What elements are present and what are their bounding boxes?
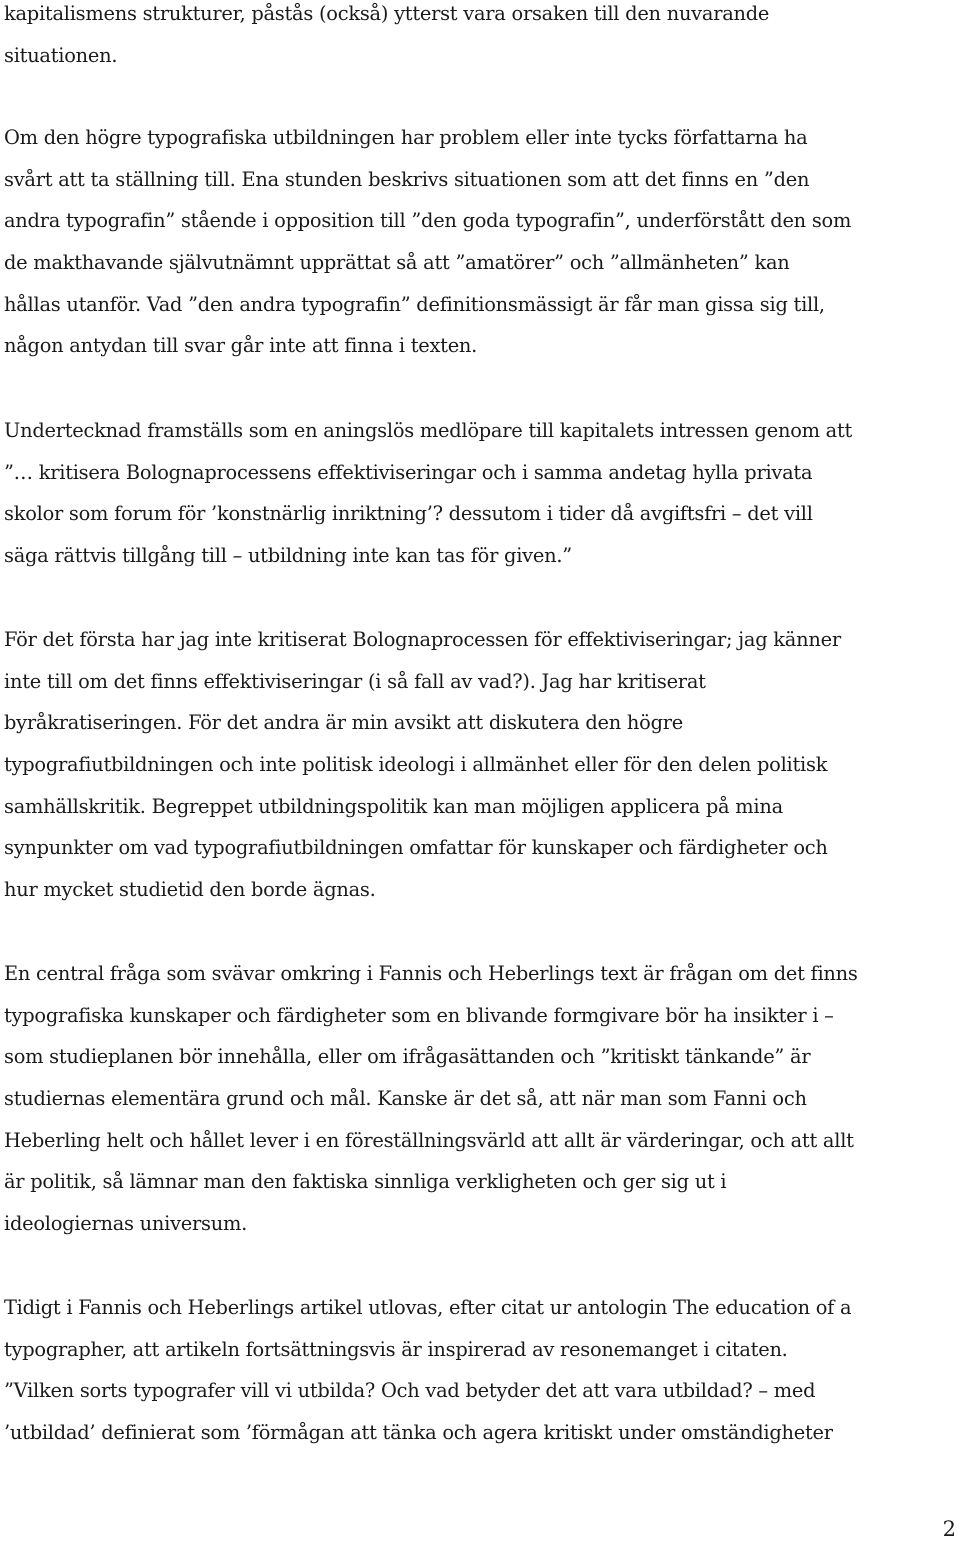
text-line: de makthavande självutnämnt upprättat så att ”amatörer” och ”allmänheten” kan [4,251,790,275]
text-line: byråkratiseringen. För det andra är min avsikt att diskutera den högre [4,711,684,735]
text-line: För det första har jag inte kritiserat Bolognaprocessen för effektiviseringar; jag känner [4,628,841,651]
text-line: situationen. [4,43,118,67]
text-line: ideologiernas universum. [4,1212,248,1236]
text-line: ”Vilken sorts typografer vill vi utbilda? Och vad betyder det att vara utbildad? – med [4,1379,816,1403]
text-line: typographer, att artikeln fortsättningsvis är inspirerad av resonemanget i citaten. [4,1337,788,1361]
paragraph-1 [4,0,960,76]
text-line: svårt att ta ställning till. Ena stunden beskrivs situationen som att det finns en ”den [4,167,810,191]
text-line: hur mycket studietid den borde ägnas. [4,878,376,902]
text-line: studiernas elementära grund och mål. Kanske är det så, att när man som Fanni och [4,1087,807,1111]
text-line: Heberling helt och hållet lever i en föreställningsvärld att allt är värderingar, och att allt [4,1128,854,1152]
text-line: samhällskritik. Begreppet utbildningspolitik kan man möjligen applicera på mina [4,794,783,818]
text-line: ”… kritisera Bolognaprocessens effektiviseringar och i samma andetag hylla privata [4,460,813,484]
text-line: En central fråga som svävar omkring i Fannis och Heberlings text är frågan om det finns [4,962,858,985]
text-line: skolor som forum för ’konstnärlig inriktning’? dessutom i tider då avgiftsfri – det vill [4,502,813,526]
text-line: hållas utanför. Vad ”den andra typografin” definitionsmässigt är får man gissa sig till, [4,292,825,316]
text-line: Tidigt i Fannis och Heberlings artikel utlovas, efter citat ur antologin The education of a [4,1296,852,1319]
text-line: Om den högre typografiska utbildningen har problem eller inte tycks författarna ha [4,126,808,149]
text-line: säga rättvis tillgång till – utbildning inte kan tas för given.” [4,544,572,568]
text-line: typografiutbildningen och inte politisk ideologi i allmänhet eller för den delen politisk [4,753,828,777]
text-line: andra typografin” stående i opposition till ”den goda typografin”, underförstått den som [4,209,852,233]
paragraph-4 [4,619,960,911]
paragraph-3 [4,410,960,577]
text-line: någon antydan till svar går inte att finna i texten. [4,334,478,358]
text-line: som studieplanen bör innehålla, eller om ifrågasättanden och ”kritiskt tänkande” är [4,1045,811,1069]
page-number: 2 [942,1517,956,1541]
text-line: inte till om det finns effektiviseringar (i så fall av vad?). Jag har kritiserat [4,669,706,693]
text-line: synpunkter om vad typografiutbildningen omfattar för kunskaper och färdigheter och [4,836,828,860]
text-line: är politik, så lämnar man den faktiska sinnliga verkligheten och ger sig ut i [4,1170,727,1194]
paragraph-2 [4,117,960,367]
paragraph-5 [4,953,960,1245]
text-line: kapitalismens strukturer, påstås (också) ytterst vara orsaken till den nuvarande [4,2,770,25]
text-line: ’utbildad’ definierat som ’förmågan att tänka och agera kritiskt under omständigheter [4,1421,833,1445]
text-line: typografiska kunskaper och färdigheter som en blivande formgivare bör ha insikter i – [4,1003,834,1027]
text-line: Undertecknad framställs som en aningslös medlöpare till kapitalets intressen genom att [4,419,853,442]
paragraph-6 [4,1287,960,1454]
